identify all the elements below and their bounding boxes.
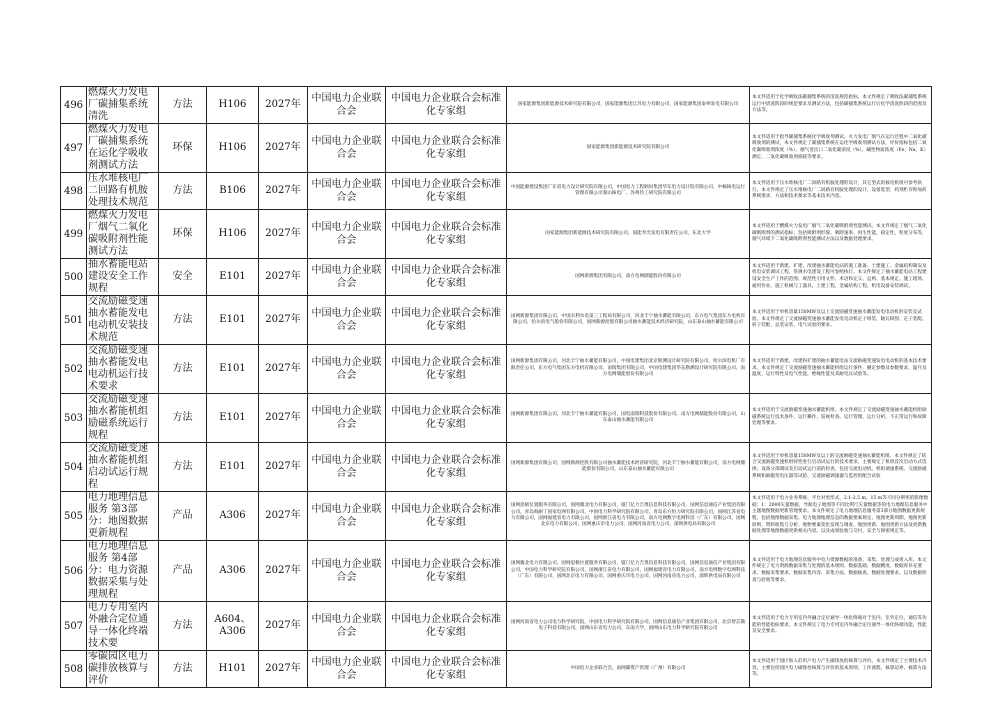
cell-scope: 本文件适用于电力地理信息服务中电力资源数据的准备、采集、处理与成果入库。本文件规定了电力资源数据采集与处理的基本规则、数据基础、数据精度、数据库补充要求、数据采集要求、数据采集内容、采集方法、数据核查、数据处理要求、以及数据检查与验收等要求。 (750, 541, 932, 602)
cell-type: 环保 (159, 210, 207, 259)
cell-org: 中国电力企业联合会 (308, 296, 386, 345)
cell-type: 方法 (159, 173, 207, 210)
cell-org: 中国电力企业联合会 (308, 87, 386, 124)
cell-type: 产品 (159, 541, 207, 602)
cell-name: 燃煤火力发电厂烟气二氧化碳吸附剂性能测试方法 (87, 210, 159, 259)
cell-code: E101 (207, 259, 259, 296)
cell-org: 中国电力企业联合会 (308, 651, 386, 688)
cell-no: 501 (61, 296, 87, 345)
cell-name: 电力专用室内外融合定位通导一体化终端技术要 (87, 602, 159, 651)
cell-org: 中国电力企业联合会 (308, 443, 386, 492)
cell-drafter: 中国能源建设集团广东省电力设计研究院有限公司，中国电力工程顾问集团华东电力设计院有限公司，中核核电运行管理有限公司秦山核电厂，苏州热工研究院有限公司 (507, 173, 750, 210)
cell-year: 2027年 (259, 602, 308, 651)
cell-scope: 本文件适用于指导碳捕集系统化学吸收剂测试。火力发电厂烟气在运行过程中二氧化碳吸收剂的测试，本文件规定了碳捕集系统在运化学吸收剂测试方法，评价指标包括二氧化碳吸收剂浓度（%）、烟气进出口二氧化碳浓度（%）、碱性物质浓度（Fe、Na、K）测定、二氧化碳吸收剂损耗等要求。 (750, 124, 932, 173)
cell-tech: 中国电力企业联合会标准化专家组 (386, 492, 507, 541)
cell-drafter: 国网新源集团有限公司，河北丰宁抽水蓄能有限公司，中国电建集团北京勘测设计研究院有限公司，哈尔滨电机厂有限责任公司，东方电气集团东方电机有限公司，南瑞集团有限公司，中国电建集团华东勘测设计研究院有限公司，南方电网储能股份有限公司 (507, 345, 750, 394)
cell-code: H106 (207, 87, 259, 124)
cell-org: 中国电力企业联合会 (308, 492, 386, 541)
cell-scope: 本文件适用于压水堆核电厂二回路有机胺处理的设计，其它型式的核电机组可参考执行。本文件规定了压水堆核电厂二回路有机胺处理的设计、设备选型、药剂贮存和加药系统要求，方法和技术要求等基本技术内容。 (750, 173, 932, 210)
cell-drafter: 国网新源集团有限公司，国网新源控股有限公司抽水蓄能技术经济研究院，河北丰宁抽水蓄能有限公司，南方电网储能股份有限公司，山东泰山抽水蓄能有限公司 (507, 443, 750, 492)
cell-code: B106 (207, 173, 259, 210)
cell-code: H101 (207, 651, 259, 688)
table-row (61, 492, 932, 541)
cell-year: 2027年 (259, 259, 308, 296)
cell-name: 燃煤火力发电厂碳捕集系统在运化学吸收剂测试方法 (87, 124, 159, 173)
cell-scope: 本文件适用于交流励磁变速抽水蓄能机组。本文件规定了交流励磁变速抽水蓄能机组励磁系统运行技术条件、运行操作、巡视检查、运行管理、运行分析、不正常运行和故障处理等要求。 (750, 394, 932, 443)
cell-scope: 本文件适用于燃煤火力发电厂烟气二氧化碳吸附剂性能测试。本文件规定了烟气二氧化碳吸附剂的测试指标，包括吸附剂形貌、吸附速率、再生性能、稳定性、粒度分布等，烟气环境下二氧化碳吸附剂性能测试方法以及数据处理要求。 (750, 210, 932, 259)
cell-drafter: 国网新源集团有限公司，中国水利水电第三工程局有限公司，河北丰宁抽水蓄能有限公司，东方电气集团东方电机有限公司，哈尔滨电气股份有限公司，国网新源控股有限公司抽水蓄能技术经济研究院，山东泰山抽水蓄能有限公司 (507, 296, 750, 345)
cell-no: 506 (61, 541, 87, 602)
cell-tech: 中国电力企业联合会标准化专家组 (386, 296, 507, 345)
cell-code: A306 (207, 492, 259, 541)
cell-tech: 中国电力企业联合会标准化专家组 (386, 259, 507, 296)
cell-drafter: 国网思极位置服务有限公司，国网冀北电力有限公司，厦门亿力吉奥信息科技有限公司，国网信息通信产业集团有限公司，青岛海耐丁国家电网有限公司，中国电力科学研究院有限公司，青岛东方恒力研究院有限公司，国网江苏省电力有限公司，国网福建省电力有限公司，国网浙江省电力有限公司，南方电网数字电网科技（广东）有限公司，国网北京电力有限公司，国网重庆市电力公司，国网河南省电力公司，深圳供电局有限公司 (507, 492, 750, 541)
table-row (61, 124, 932, 173)
cell-code: H106 (207, 124, 259, 173)
table-row (61, 173, 932, 210)
cell-scope: 本文件适用于园区和入驻用户电力产生碳排放的核算与评价。本文件规定了主要技术内容，主要包括园区电力碳排放核算与评价的基本原则、工作流程、核算边界、核算方法等。 (750, 651, 932, 688)
cell-scope: 本文件适用于化学吸收法碳捕集系统的清洗规范指标。本文件规定了吸收法碳捕集系统运行中清洗阶段的规范要求及测试方法，包括碳捕集系统运行后化学清洗阶段的范围及方法等。 (750, 87, 932, 124)
cell-org: 中国电力企业联合会 (308, 345, 386, 394)
table-row (61, 345, 932, 394)
cell-type: 方法 (159, 602, 207, 651)
cell-no: 500 (61, 259, 87, 296)
cell-code: E101 (207, 296, 259, 345)
cell-type: 方法 (159, 651, 207, 688)
cell-no: 497 (61, 124, 87, 173)
cell-tech: 中国电力企业联合会标准化专家组 (386, 541, 507, 602)
table-row (61, 87, 932, 124)
cell-name: 交流励磁变速抽水蓄能机组启动试运行规程 (87, 443, 159, 492)
table-row (61, 210, 932, 259)
cell-code: A604、A306 (207, 602, 259, 651)
cell-year: 2027年 (259, 124, 308, 173)
cell-drafter: 国家能源集团新能源技术研究院有限公司 (507, 124, 750, 173)
cell-tech: 中国电力企业联合会标准化专家组 (386, 124, 507, 173)
cell-year: 2027年 (259, 173, 308, 210)
table-row (61, 443, 932, 492)
cell-org: 中国电力企业联合会 (308, 259, 386, 296)
cell-code: E101 (207, 394, 259, 443)
cell-type: 环保 (159, 124, 207, 173)
cell-drafter: 国网新源集团有限公司，南方电网储能股份有限公司 (507, 259, 750, 296)
cell-no: 505 (61, 492, 87, 541)
cell-year: 2027年 (259, 541, 308, 602)
cell-year: 2027年 (259, 87, 308, 124)
cell-scope: 本文件适用于电力业务系统、平台对更形式、2.1-2.5 m、15 m等不同分辨率的影像数据；1：2000矢量数据，导航电子地图等不同比例尺矢量数据等的电力地理信息服务中主题地图数据更新管理要求。本文件规定了电力地理信息服务第3部分地图数据更新规程，包括地图数据采集、电力地理地理信息的数据要素规定，地图更新周期、地图更新原则、资料收集与分析、地物要素变化发现与调查、地图更新、地图更新方法及更新数据处理等地图数据更新相关内容。以及成果验收与交付、安全与保密规定等。 (750, 492, 932, 541)
table-row (61, 541, 932, 602)
cell-year: 2027年 (259, 651, 308, 688)
cell-tech: 中国电力企业联合会标准化专家组 (386, 87, 507, 124)
cell-tech: 中国电力企业联合会标准化专家组 (386, 443, 507, 492)
table-row (61, 259, 932, 296)
cell-scope: 本文件适用于电力专用室内外融合定位通导一体化终端对于室内、室外定位、通信等功能的性能指标要求。本文件规定了电力专用室内外融合定位通导一体化终端功能、性能及安全要求。 (750, 602, 932, 651)
cell-code: E101 (207, 443, 259, 492)
cell-drafter: 国网冀北电力有限公司，国网思极位置服务有限公司，厦门亿力吉奥信息科技有限公司，国网信息通信产业集团有限公司，中国电力科学研究院有限公司，国网浙江省电力有限公司，国网福建省电力有限公司，南方电网数字电网科技（广东）有限公司，国网北京电力有限公司，国网重庆市电力公司，国网河南省电力公司，深圳供电局有限公司 (507, 541, 750, 602)
cell-org: 中国电力企业联合会 (308, 602, 386, 651)
cell-name: 交流励磁变速抽水蓄能机组励磁系统运行规程 (87, 394, 159, 443)
cell-org: 中国电力企业联合会 (308, 541, 386, 602)
cell-org: 中国电力企业联合会 (308, 210, 386, 259)
table-row (61, 296, 932, 345)
cell-type: 方法 (159, 443, 207, 492)
cell-type: 方法 (159, 87, 207, 124)
cell-org: 中国电力企业联合会 (308, 394, 386, 443)
cell-name: 电力地理信息服务 第4部分：电力资源数据采集与处理规程 (87, 541, 159, 602)
cell-no: 507 (61, 602, 87, 651)
cell-name: 电力地理信息服务 第3部分：地图数据更新规程 (87, 492, 159, 541)
cell-year: 2027年 (259, 394, 308, 443)
standards-table (60, 86, 932, 688)
cell-year: 2027年 (259, 492, 308, 541)
cell-type: 产品 (159, 492, 207, 541)
cell-type: 安全 (159, 259, 207, 296)
cell-code: E101 (207, 345, 259, 394)
cell-type: 方法 (159, 394, 207, 443)
cell-no: 499 (61, 210, 87, 259)
cell-tech: 中国电力企业联合会标准化专家组 (386, 394, 507, 443)
cell-code: H106 (207, 210, 259, 259)
cell-scope: 本文件适用于新建、扩建、改建抽水蓄能电站的施工准备、土建施工、金属结构制安及机电安装调试工程，常规水电建设工程可参照执行。本文件规定了抽水蓄能电站工程建设安全生产工作的范围、规范性引用文件、术语和定义、总则、基本规定、施工现场、通用作业、施工机械与工器具、土建工程、金属结构工程、机电设备安装调试。 (750, 259, 932, 296)
cell-tech: 中国电力企业联合会标准化专家组 (386, 173, 507, 210)
cell-drafter: 国家能源集团新能源技术研究院有限公司，国能寿光发电有限责任公司，东北大学 (507, 210, 750, 259)
table-row (61, 602, 932, 651)
cell-tech: 中国电力企业联合会标准化专家组 (386, 345, 507, 394)
table-body (61, 87, 932, 688)
standards-table-page (60, 86, 931, 688)
cell-no: 496 (61, 87, 87, 124)
cell-name: 压水堆核电厂二回路有机胺处理技术规范 (87, 173, 159, 210)
cell-name: 抽水蓄能电站建设安全工作规程 (87, 259, 159, 296)
cell-no: 508 (61, 651, 87, 688)
cell-type: 方法 (159, 345, 207, 394)
cell-type: 方法 (159, 296, 207, 345)
cell-org: 中国电力企业联合会 (308, 173, 386, 210)
cell-name: 零碳园区电力碳排放核算与评价 (87, 651, 159, 688)
cell-year: 2027年 (259, 210, 308, 259)
cell-drafter: 国网河南省电力公司电力科学研究院，中国电力科学研究院有限公司，国网信息通信产业集团有限公司，北京智芯微电子科技有限公司，国网山东省电力公司，东南大学，国网山东电力科学研究院有限公司 (507, 602, 750, 651)
cell-year: 2027年 (259, 345, 308, 394)
cell-no: 498 (61, 173, 87, 210)
cell-tech: 中国电力企业联合会标准化专家组 (386, 210, 507, 259)
cell-tech: 中国电力企业联合会标准化专家组 (386, 602, 507, 651)
cell-drafter: 国网新源集团有限公司，河北丰宁抽水蓄能有限公司，国电南瑞科技股份有限公司，南方电网储能股份有限公司，山东泰山抽水蓄能有限公司 (507, 394, 750, 443)
cell-no: 504 (61, 443, 87, 492)
cell-scope: 本文件适用于单机容量150MW及以上交流励磁变速抽水蓄能发电电动机的安装及试验。本文件规定了交流励磁变速抽水蓄能发电电动机定子组装、轴瓦研刮、定子装配、转子装配、总装安装、电气试验的要求。 (750, 296, 932, 345)
cell-no: 502 (61, 345, 87, 394)
cell-drafter: 中国电力企业联合会，南网碳资产管理（广州）有限公司 (507, 651, 750, 688)
cell-scope: 本文件适用于单机容量150MW及以上的交流励磁变速抽水蓄能机组。本文件规定了结合交流励磁变速机组特性进行启动试运行的技术要求，主要规定了机组首次启动方式选择、设备分部调试及启动试运行前的检查，包括交流电动机、机组调速系统、交流励磁系统和励磁变电压器等试验、交流励磁调速器与监控的配合试验 (750, 443, 932, 492)
cell-code: A306 (207, 541, 259, 602)
cell-year: 2027年 (259, 296, 308, 345)
cell-drafter: 国家能源集团新能源技术研究院有限公司，国家能源集团江苏电力有限公司，国家能源集团泰州发电有限公司 (507, 87, 750, 124)
cell-no: 503 (61, 394, 87, 443)
table-row (61, 394, 932, 443)
cell-name: 燃煤火力发电厂碳捕集系统清洗 (87, 87, 159, 124)
cell-tech: 中国电力企业联合会标准化专家组 (386, 651, 507, 688)
cell-name: 交流励磁变速抽水蓄能发电电动机运行技术要求 (87, 345, 159, 394)
table-row (61, 651, 932, 688)
cell-name: 交流励磁变速抽水蓄能发电电动机安装技术规范 (87, 296, 159, 345)
cell-org: 中国电力企业联合会 (308, 124, 386, 173)
cell-scope: 本文件适用于新建、改建和扩建的抽水蓄能电站交流励磁变速发电电动机的基本技术要求。本文件规定了交流励磁变速抽水蓄能机组运行条件，额定参数及参数要求，温升及温度、运行特性及电气性能，绝缘性能及其耐电压试验等。 (750, 345, 932, 394)
cell-year: 2027年 (259, 443, 308, 492)
